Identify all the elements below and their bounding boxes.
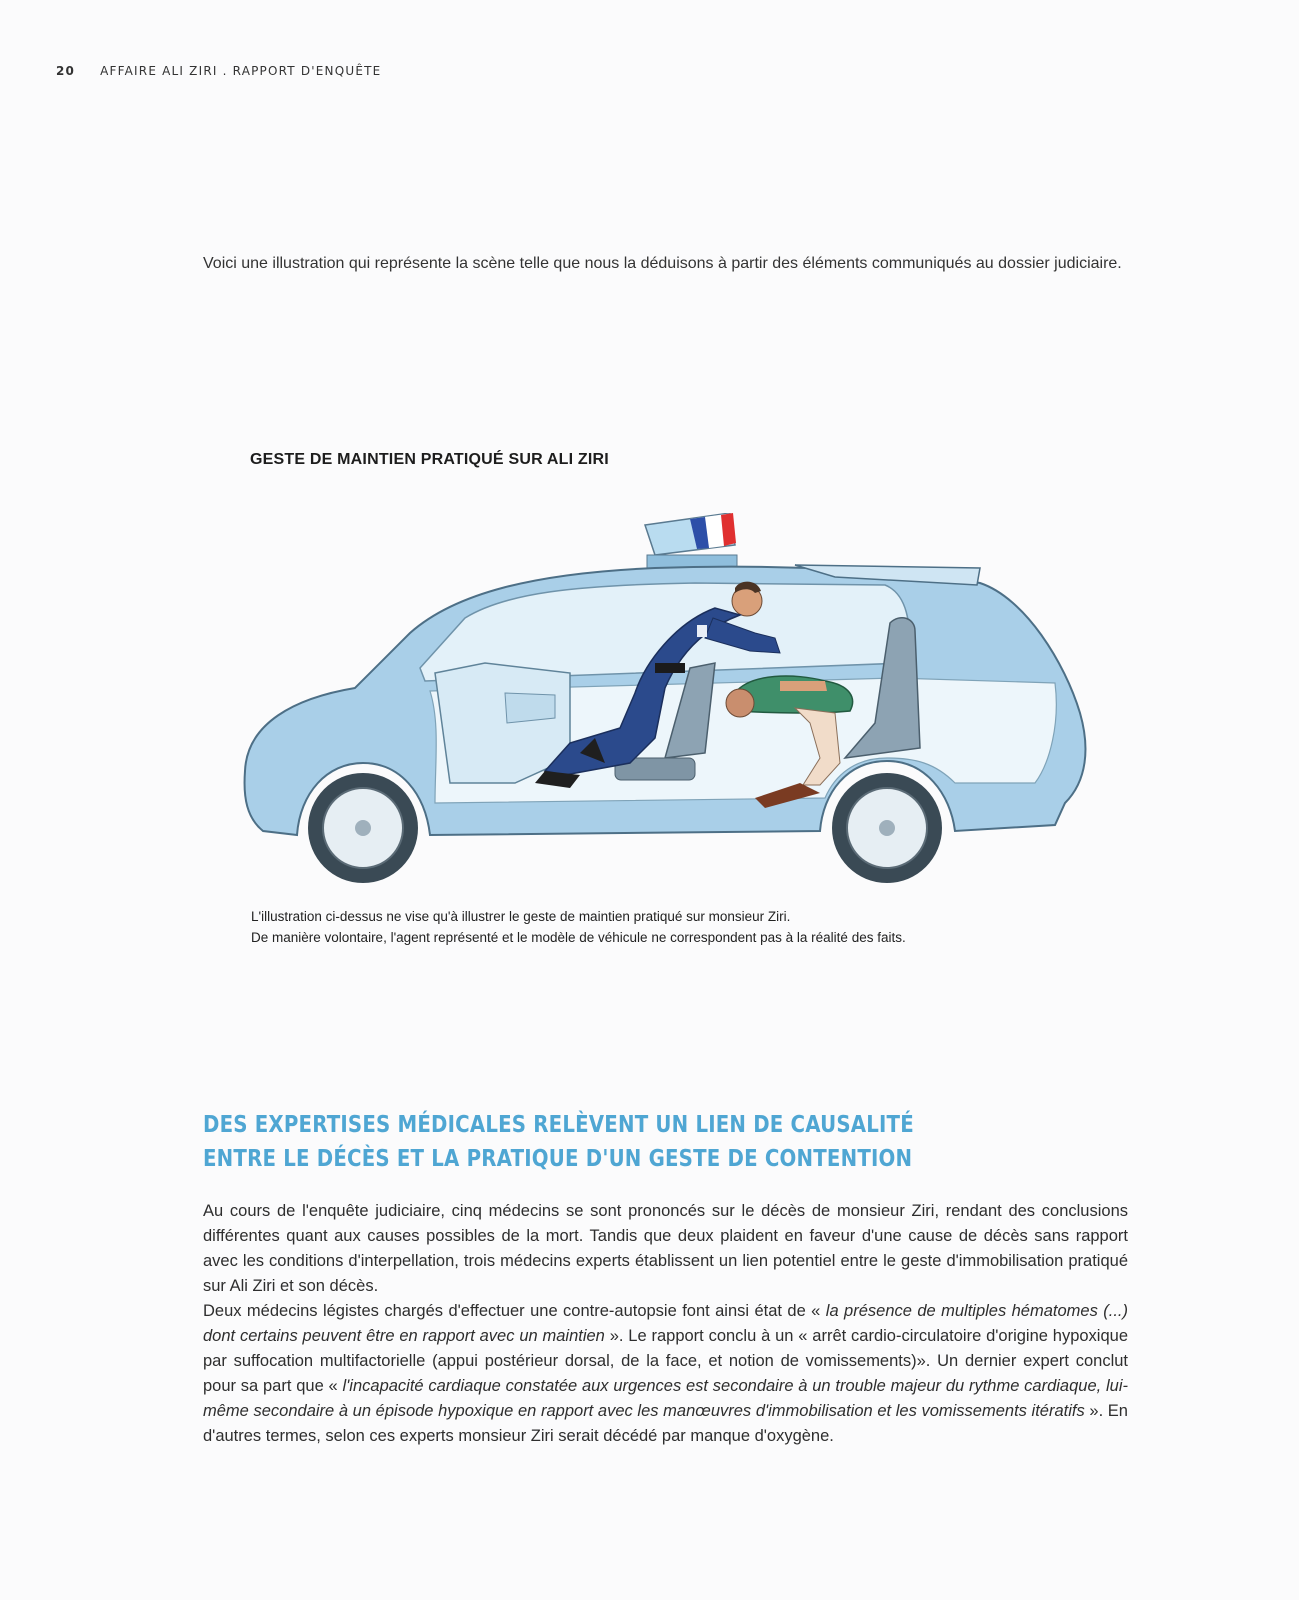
running-title: AFFAIRE ALI ZIRI . RAPPORT D'ENQUÊTE bbox=[100, 64, 382, 78]
p2-quote-2: l'incapacité cardiaque constatée aux urgences est secondaire à un trouble majeur du rythme cardiaque, lui-même secondaire à un épisode hypoxique en rapport avec les manœuvres d'immobilisation et les vomissements itératifs bbox=[203, 1377, 1128, 1420]
section-heading bbox=[203, 1108, 914, 1176]
page-number: 20 bbox=[56, 64, 76, 78]
p2-text-a: Deux médecins légistes chargés d'effectuer une contre-autopsie font ainsi état de « bbox=[203, 1302, 826, 1320]
figure-caption bbox=[251, 906, 1011, 948]
front-wheel bbox=[308, 773, 418, 883]
p2-text-b: ». Le rapport conclu à un « arrêt cardio-circulatoire d'origine hypoxique par suffocation multifactorielle (appui postérieur dorsal, de la face, et notion de vomissements)». Un dernier expert conclut pour sa part que « bbox=[203, 1327, 1128, 1395]
p2-text-c: ». En d'autres termes, selon ces experts monsieur Ziri serait décédé par manque d'oxygène. bbox=[203, 1402, 1128, 1445]
roof-light bbox=[645, 513, 737, 569]
caption-line: De manière volontaire, l'agent représenté et le modèle de véhicule ne correspondent pas à la réalité des faits. bbox=[251, 930, 906, 945]
police-car-illustration bbox=[235, 513, 1115, 898]
figure-title: GESTE DE MAINTIEN PRATIQUÉ SUR ALI ZIRI bbox=[250, 451, 609, 468]
caption-line: L'illustration ci-dessus ne vise qu'à illustrer le geste de maintien pratiqué sur monsieur Ziri. bbox=[251, 909, 791, 924]
section-heading-line-1: DES EXPERTISES MÉDICALES RELÈVENT UN LIEN DE CAUSALITÉ bbox=[203, 1112, 914, 1138]
rear-wheel bbox=[832, 773, 942, 883]
section-heading-line-2: ENTRE LE DÉCÈS ET LA PRATIQUE D'UN GESTE DE CONTENTION bbox=[203, 1146, 913, 1172]
running-head bbox=[56, 64, 381, 78]
section-body bbox=[203, 1199, 1128, 1449]
body-paragraph-2 bbox=[203, 1299, 1128, 1449]
p2-quote-1: la présence de multiples hématomes (...) dont certains peuvent être en rapport avec un maintien bbox=[203, 1302, 1128, 1345]
body-paragraph-1: Au cours de l'enquête judiciaire, cinq médecins se sont prononcés sur le décès de monsieur Ziri, rendant des conclusions différentes quant aux causes possibles de la mort. Tandis que deux plaident en faveur d'une cause de décès sans rapport avec les conditions d'interpellation, trois médecins experts établissent un lien potentiel entre le geste d'immobilisation pratiqué sur Ali Ziri et son décès. bbox=[203, 1202, 1128, 1295]
intro-paragraph: Voici une illustration qui représente la scène telle que nous la déduisons à partir des éléments communiqués au dossier judiciaire. bbox=[203, 255, 1122, 272]
